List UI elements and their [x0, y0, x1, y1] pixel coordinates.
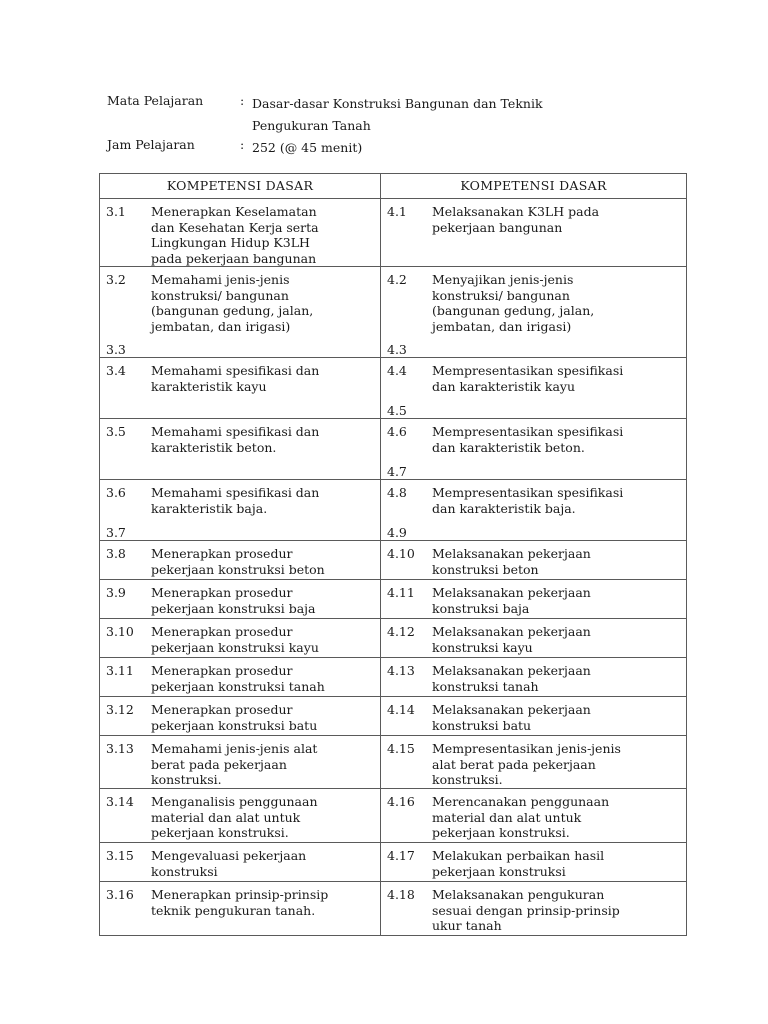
table-row: [100, 736, 687, 789]
right-competency-cell: [381, 658, 687, 697]
right-extra-number: 4.9: [387, 524, 407, 540]
right-competency-number: 4.16: [387, 794, 415, 809]
left-cell-content: [100, 697, 380, 735]
left-competency-text: Memahami spesifikasi dan karakteristik kayu: [151, 363, 320, 394]
hours-separator: :: [240, 137, 245, 152]
left-competency-cell: [100, 697, 381, 736]
left-competency-text: Menerapkan prosedur pekerjaan konstruksi kayu: [151, 624, 319, 655]
right-competency-cell: [381, 480, 687, 541]
left-cell-content: [100, 419, 380, 479]
table-row: [100, 199, 687, 267]
left-competency-text: Menerapkan prosedur pekerjaan konstruksi batu: [151, 702, 318, 733]
subject-label: Mata Pelajaran: [107, 93, 204, 108]
left-competency-text: Menganalisis penggunaan material dan alat untuk pekerjaan konstruksi.: [151, 794, 318, 840]
left-competency-number: 3.4: [106, 363, 126, 378]
left-competency-text: Menerapkan Keselamatan dan Kesehatan Kerja serta Lingkungan Hidup K3LH pada pekerjaan bangunan: [151, 204, 319, 266]
table-row: [100, 882, 687, 936]
left-competency-number: 3.8: [106, 546, 126, 561]
left-competency-cell: [100, 480, 381, 541]
hours-label: Jam Pelajaran: [107, 137, 195, 152]
left-competency-text: Memahami jenis-jenis alat berat pada pekerjaan konstruksi.: [151, 741, 318, 787]
right-cell-content: [381, 843, 686, 881]
right-competency-number: 4.17: [387, 848, 415, 863]
left-competency-number: 3.5: [106, 424, 126, 439]
left-cell-content: [100, 736, 380, 788]
right-competency-text: Mempresentasikan spesifikasi dan karakteristik kayu: [432, 363, 624, 394]
right-competency-cell: [381, 541, 687, 580]
left-competency-number: 3.2: [106, 272, 126, 287]
left-competency-number: 3.13: [106, 741, 134, 756]
left-competency-cell: [100, 199, 381, 267]
right-cell-content: [381, 267, 686, 357]
right-competency-number: 4.11: [387, 585, 415, 600]
right-competency-cell: [381, 419, 687, 480]
left-competency-number: 3.1: [106, 204, 126, 219]
right-competency-cell: [381, 619, 687, 658]
left-competency-cell: [100, 358, 381, 419]
left-competency-cell: [100, 789, 381, 843]
right-competency-cell: [381, 267, 687, 358]
left-competency-number: 3.6: [106, 485, 126, 500]
left-cell-content: [100, 358, 380, 418]
right-competency-number: 4.15: [387, 741, 415, 756]
right-competency-number: 4.1: [387, 204, 407, 219]
hours-row: [107, 137, 642, 159]
left-cell-content: [100, 619, 380, 657]
table-row: [100, 358, 687, 419]
right-cell-content: [381, 580, 686, 618]
right-column-header: KOMPETENSI DASAR: [381, 174, 687, 199]
right-competency-cell: [381, 580, 687, 619]
left-extra-number: 3.7: [106, 524, 126, 540]
competency-table: [99, 173, 687, 936]
right-competency-cell: [381, 843, 687, 882]
left-competency-text: Memahami jenis-jenis konstruksi/ bangunan (bangunan gedung, jalan, jembatan, dan irigasi): [151, 272, 314, 334]
left-competency-text: Menerapkan prosedur pekerjaan konstruksi tanah: [151, 663, 325, 694]
right-cell-content: [381, 697, 686, 735]
right-competency-cell: [381, 736, 687, 789]
right-competency-cell: [381, 358, 687, 419]
right-cell-content: [381, 882, 686, 935]
table-row: [100, 419, 687, 480]
left-cell-content: [100, 843, 380, 881]
hours-value: 252 (@ 45 menit): [252, 140, 363, 155]
subject-separator: :: [240, 93, 245, 108]
right-competency-cell: [381, 882, 687, 936]
right-competency-text: Melaksanakan pekerjaan konstruksi tanah: [432, 663, 591, 694]
table-row: [100, 267, 687, 358]
table-header-row: [100, 174, 687, 199]
table-row: [100, 658, 687, 697]
right-competency-text: Melaksanakan pekerjaan konstruksi kayu: [432, 624, 591, 655]
left-competency-number: 3.14: [106, 794, 134, 809]
left-competency-cell: [100, 267, 381, 358]
left-cell-content: [100, 789, 380, 842]
left-competency-text: Memahami spesifikasi dan karakteristik baja.: [151, 485, 320, 516]
left-cell-content: [100, 267, 380, 357]
left-competency-cell: [100, 843, 381, 882]
left-competency-number: 3.11: [106, 663, 134, 678]
left-extra-number: 3.3: [106, 341, 126, 357]
right-competency-number: 4.10: [387, 546, 415, 561]
right-competency-cell: [381, 697, 687, 736]
right-competency-text: Melaksanakan K3LH pada pekerjaan bangunan: [432, 204, 600, 235]
left-column-header: KOMPETENSI DASAR: [100, 174, 381, 199]
right-competency-text: Mempresentasikan spesifikasi dan karakteristik baja.: [432, 485, 624, 516]
left-competency-text: Memahami spesifikasi dan karakteristik beton.: [151, 424, 320, 455]
left-competency-number: 3.12: [106, 702, 134, 717]
table-row: [100, 789, 687, 843]
right-competency-number: 4.12: [387, 624, 415, 639]
subject-row: [107, 93, 642, 137]
left-cell-content: [100, 480, 380, 540]
right-competency-text: Menyajikan jenis-jenis konstruksi/ bangunan (bangunan gedung, jalan, jembatan, dan irigasi): [432, 272, 595, 334]
right-competency-text: Mempresentasikan spesifikasi dan karakteristik beton.: [432, 424, 624, 455]
table-row: [100, 619, 687, 658]
right-competency-number: 4.2: [387, 272, 407, 287]
left-competency-number: 3.15: [106, 848, 134, 863]
right-competency-number: 4.6: [387, 424, 407, 439]
left-competency-cell: [100, 580, 381, 619]
left-competency-text: Mengevaluasi pekerjaan konstruksi: [151, 848, 307, 879]
right-cell-content: [381, 358, 686, 418]
table-row: [100, 480, 687, 541]
table-row: [100, 541, 687, 580]
left-competency-cell: [100, 619, 381, 658]
right-competency-number: 4.14: [387, 702, 415, 717]
left-cell-content: [100, 199, 380, 266]
left-competency-cell: [100, 882, 381, 936]
left-competency-cell: [100, 419, 381, 480]
left-cell-content: [100, 580, 380, 618]
right-competency-text: Melaksanakan pekerjaan konstruksi baja: [432, 585, 591, 616]
left-cell-content: [100, 882, 380, 935]
right-cell-content: [381, 658, 686, 696]
left-competency-text: Menerapkan prosedur pekerjaan konstruksi baja: [151, 585, 316, 616]
right-cell-content: [381, 480, 686, 540]
right-cell-content: [381, 619, 686, 657]
left-competency-text: Menerapkan prosedur pekerjaan konstruksi beton: [151, 546, 325, 577]
left-competency-number: 3.10: [106, 624, 134, 639]
left-competency-cell: [100, 541, 381, 580]
right-cell-content: [381, 541, 686, 579]
right-competency-cell: [381, 199, 687, 267]
right-competency-text: Melaksanakan pengukuran sesuai dengan prinsip-prinsip ukur tanah: [432, 887, 620, 933]
subject-header: [107, 93, 642, 159]
table-row: [100, 697, 687, 736]
right-competency-number: 4.8: [387, 485, 407, 500]
left-competency-cell: [100, 736, 381, 789]
subject-value: Dasar-dasar Konstruksi Bangunan dan Teknik Pengukuran Tanah: [252, 96, 543, 133]
right-competency-text: Melaksanakan pekerjaan konstruksi batu: [432, 702, 591, 733]
table-row: [100, 580, 687, 619]
right-competency-cell: [381, 789, 687, 843]
table-row: [100, 843, 687, 882]
right-cell-content: [381, 419, 686, 479]
left-competency-cell: [100, 658, 381, 697]
right-extra-number: 4.5: [387, 402, 407, 418]
left-cell-content: [100, 658, 380, 696]
right-competency-number: 4.18: [387, 887, 415, 902]
left-cell-content: [100, 541, 380, 579]
left-competency-text: Menerapkan prinsip-prinsip teknik pengukuran tanah.: [151, 887, 329, 918]
right-competency-text: Melakukan perbaikan hasil pekerjaan konstruksi: [432, 848, 605, 879]
right-cell-content: [381, 736, 686, 788]
right-competency-text: Mempresentasikan jenis-jenis alat berat pada pekerjaan konstruksi.: [432, 741, 621, 787]
right-extra-number: 4.7: [387, 463, 407, 479]
right-competency-number: 4.13: [387, 663, 415, 678]
right-cell-content: [381, 199, 686, 266]
left-competency-number: 3.16: [106, 887, 134, 902]
right-competency-number: 4.4: [387, 363, 407, 378]
right-extra-number: 4.3: [387, 341, 407, 357]
right-cell-content: [381, 789, 686, 842]
right-competency-text: Melaksanakan pekerjaan konstruksi beton: [432, 546, 591, 577]
left-competency-number: 3.9: [106, 585, 126, 600]
right-competency-text: Merencanakan penggunaan material dan alat untuk pekerjaan konstruksi.: [432, 794, 610, 840]
